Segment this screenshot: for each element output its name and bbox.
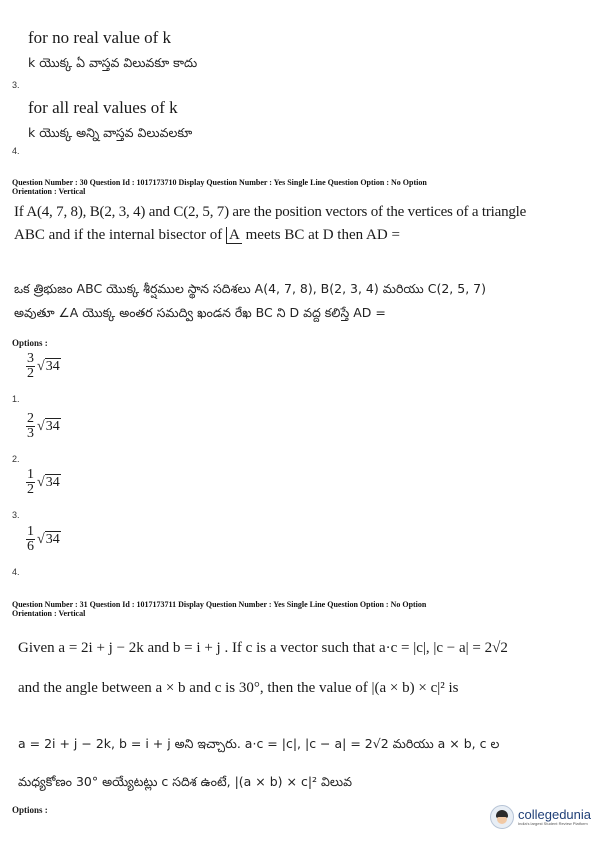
fraction [26,468,35,497]
q30-option-1 [26,352,61,381]
q30-option-4 [26,525,61,554]
option-4-number: 4. [12,146,20,156]
q31-meta-line2: Orientation : Vertical [12,609,86,618]
q31-english [18,628,588,708]
option-3-english: for no real value of k [28,28,172,47]
radicand: 34 [45,474,60,490]
q31-meta [12,600,587,618]
q30-option-1-number: 1. [12,394,20,404]
denominator: 2 [27,482,34,497]
radicand: 34 [45,418,60,434]
q31-english-line2: and the angle between a × b and c is 30°, then the value of |(a × b) × c|² is [18,680,459,696]
numerator: 1 [27,467,34,482]
q30-option-4-number: 4. [12,567,20,577]
q31-telugu [18,725,588,801]
student-avatar-icon [490,805,514,829]
option-3-telugu: k యొక్క ఏ వాస్తవ విలువకూ కాదు [28,55,198,70]
q30-english-line1: If A(4, 7, 8), B(2, 3, 4) and C(2, 5, 7) are the position vectors of the vertices of a triangle [14,204,527,220]
fraction [26,525,35,554]
q30-telugu-line2: అవుతూ ∠A యొక్క అంతర సమద్వి ఖండన రేఖ BC ని D వద్ద కలిస్తే AD = [14,305,386,320]
denominator: 2 [27,366,34,381]
angle-symbol: A [226,227,242,244]
q31-meta-line1: Question Number : 31 Question Id : 1017173711 Display Question Number : Yes Single Line Question Option : No Option [12,600,427,609]
q30-option-2 [26,412,61,441]
sqrt-icon: √34 [37,418,60,434]
q31-options-label: Options : [12,805,48,815]
option-4-telugu: k యొక్క అన్ని వాస్తవ విలువలకూ [28,125,193,140]
fraction [26,412,35,441]
q31-telugu-line1: a = 2i + j − 2k, b = i + j అని ఇచ్చారు. a·c = |c|, |c − a| = 2√2 మరియు a × b, c ల [18,736,500,751]
q31-telugu-line2: మధ్యకోణం 30° అయ్యేటట్లు c సదిశ ఉంటే, |(a × b) × c|² విలువ [18,774,352,789]
q30-option-3-number: 3. [12,510,20,520]
logo-name: collegedunia [518,807,592,822]
numerator: 3 [27,351,34,366]
numerator: 2 [27,411,34,426]
logo-text [518,808,591,826]
q30-options-label: Options : [12,338,48,348]
q30-english [14,201,589,247]
fraction [26,352,35,381]
q30-english-line2 [14,224,589,247]
logo-tagline: India's largest Student Review Platform [518,821,588,826]
q30-meta [12,178,587,196]
q30-meta-line2: Orientation : Vertical [12,187,86,196]
q30-telugu-line1: ఒక త్రిభుజం ABC యొక్క శీర్షముల స్థాన సదిశలు A(4, 7, 8), B(2, 3, 4) మరియు C(2, 5, 7) [14,281,486,296]
collegedunia-logo [490,805,591,829]
denominator: 3 [27,426,34,441]
q30-en2-part1: ABC and if the internal bisector of [14,227,227,243]
q31-english-line1: Given a = 2i + j − 2k and b = i + j . If c is a vector such that a·c = |c|, |c − a| = 2√2 [18,640,508,656]
sqrt-icon: √34 [37,474,60,490]
sqrt-icon: √34 [37,358,60,374]
q30-option-2-number: 2. [12,454,20,464]
radicand: 34 [45,358,60,374]
q30-en2-part2: meets BC at D then AD = [241,227,400,243]
q30-telugu [14,277,589,325]
radicand: 34 [45,531,60,547]
numerator: 1 [27,524,34,539]
option-3-number: 3. [12,80,20,90]
q30-option-3 [26,468,61,497]
q30-meta-line1: Question Number : 30 Question Id : 1017173710 Display Question Number : Yes Single Line Question Option : No Option [12,178,427,187]
sqrt-icon: √34 [37,531,60,547]
denominator: 6 [27,539,34,554]
option-4-english: for all real values of k [28,98,178,117]
